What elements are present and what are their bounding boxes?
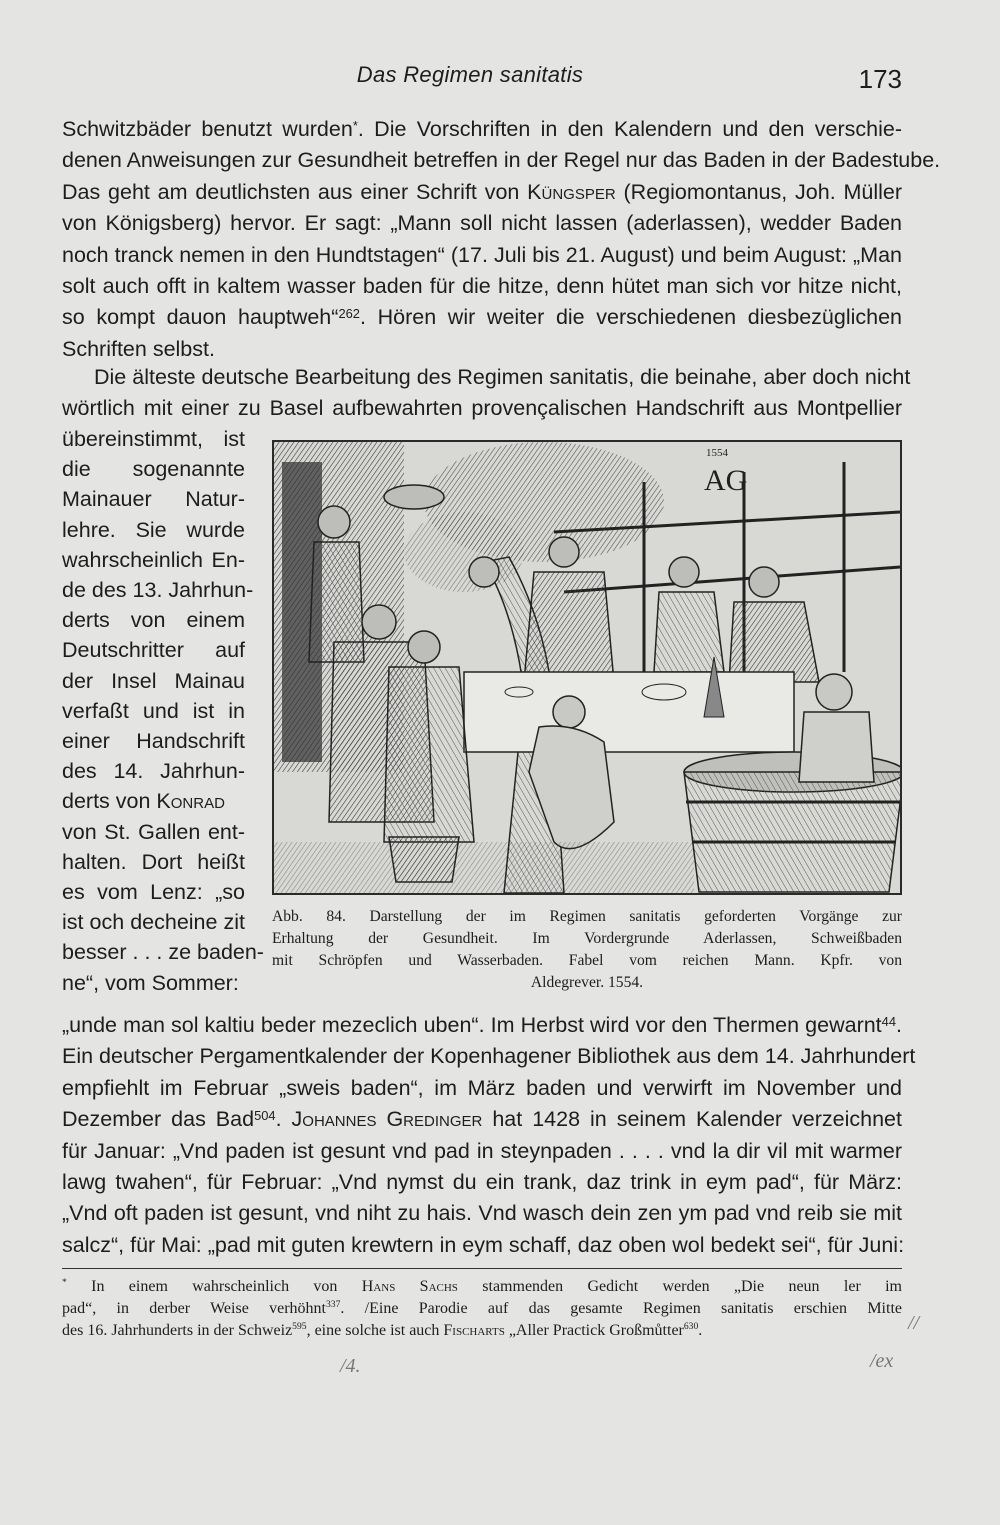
text-segment: . /Eine Parodie auf das gesamte Regimen sanitatis erschien Mitte	[340, 1300, 902, 1317]
text-line	[62, 1320, 902, 1342]
author-name: Fischarts	[443, 1322, 505, 1339]
footnote	[62, 1276, 902, 1342]
text-line	[62, 1198, 902, 1229]
text-line	[62, 635, 245, 665]
paragraph-2-narrow-column	[62, 424, 264, 998]
text-segment: übereinstimmt, ist	[62, 427, 245, 451]
text-line	[62, 393, 902, 424]
text-segment: (Regiomontanus, Joh. Müller	[615, 179, 903, 204]
handwritten-mark-2: /ex	[870, 1350, 894, 1372]
text-segment: von Königsberg) hervor. Er sagt: „Mann soll nicht lassen (aderlassen), wedder Baden	[62, 211, 902, 236]
text-segment: „unde man sol kaltiu beder mezeclich uben“. Im Herbst wird vor den Thermen gewarnt	[62, 1013, 882, 1037]
text-segment: es vom Lenz: „so	[62, 880, 245, 905]
text-segment: salcz“, für Mai: „pad mit guten krewtern in eym schaff, daz oben wol bedekt sei“, für Juni:	[62, 1232, 905, 1257]
text-segment: wahrscheinlich En-	[62, 547, 245, 572]
text-segment: Schwitzbäder benutzt wurden	[62, 117, 353, 141]
text-segment: In einem wahrscheinlich von	[66, 1278, 362, 1295]
engraving-figure	[272, 440, 902, 895]
figure-caption	[272, 906, 902, 994]
running-title: Das Regimen sanitatis	[356, 62, 584, 87]
text-segment: .	[275, 1107, 292, 1132]
text-line	[62, 786, 245, 816]
text-segment: für Januar: „Vnd paden ist gesunt vnd pad in steynpaden . . . . vnd la dir vil mit warmer	[62, 1138, 902, 1163]
text-segment: die sogenannte	[62, 457, 245, 482]
text-segment: Die älteste deutsche Bearbeitung des Regimen sanitatis, die beinahe, aber doch nicht	[94, 365, 911, 389]
author-name: Hans Sachs	[361, 1278, 458, 1295]
text-line	[62, 424, 245, 454]
reference-marker: 504	[254, 1108, 276, 1124]
text-line	[62, 605, 245, 635]
text-line	[62, 696, 245, 726]
handwritten-mark-3: //	[908, 1312, 920, 1334]
text-line	[62, 1010, 902, 1041]
reference-marker: 630	[683, 1321, 699, 1332]
text-segment: „Vnd oft paden ist gesunt, vnd niht zu hais. Vnd wasch dein zen ym pad vnd reib sie mit	[62, 1201, 902, 1226]
text-segment: Deutschritter auf	[62, 638, 245, 663]
text-segment: . Hören wir weiter die verschiedenen diesbezüglichen	[359, 305, 902, 330]
text-line	[62, 208, 902, 239]
text-segment: ne“, vom Sommer:	[62, 970, 239, 995]
text-segment: derts von	[62, 789, 157, 814]
text-line	[62, 114, 902, 145]
paragraph-2-intro	[62, 362, 911, 425]
text-line	[62, 1167, 902, 1198]
reference-marker: *	[62, 1277, 67, 1288]
text-segment: .	[896, 1013, 902, 1037]
reference-marker: 44	[881, 1014, 897, 1029]
text-line	[62, 454, 245, 484]
text-segment: lawg twahen“, für Februar: „Vnd nymst du ein trank, daz trink in eym pad“, für März:	[62, 1170, 902, 1195]
text-line	[62, 240, 902, 271]
text-line	[62, 726, 245, 756]
text-segment: Schriften selbst.	[62, 336, 215, 361]
reference-marker: *	[352, 118, 358, 133]
text-segment: , eine solche ist auch	[306, 1322, 444, 1339]
text-line	[62, 545, 245, 575]
text-segment: ist och decheine zit	[62, 910, 245, 935]
text-line	[62, 907, 245, 937]
text-segment: wörtlich mit einer zu Basel aufbewahrten provençalischen Handschrift aus Montpellier	[62, 396, 902, 421]
text-line	[62, 362, 911, 393]
text-segment: denen Anweisungen zur Gesundheit betreffen in der Regel nur das Baden in der Badestube.	[62, 148, 941, 173]
author-name: Küngsper	[527, 179, 616, 204]
text-line	[62, 1041, 916, 1072]
text-line	[62, 484, 245, 514]
text-segment: des 16. Jahrhunderts in der Schweiz	[62, 1322, 293, 1339]
text-segment: Mainauer Natur-	[62, 487, 245, 512]
text-segment: Ein deutscher Pergamentkalender der Kopenhagener Bibliothek aus dem 14. Jahrhundert	[62, 1044, 916, 1069]
text-segment: derts von einem	[62, 608, 245, 633]
text-line	[62, 1136, 902, 1167]
text-line	[62, 1276, 902, 1298]
text-segment: lehre. Sie wurde	[62, 517, 245, 542]
text-segment: verfaßt und ist in	[62, 698, 245, 723]
handwritten-mark-1: /4.	[340, 1355, 361, 1377]
engraver-monogram: AG	[704, 464, 748, 497]
text-segment: . Die Vorschriften in den Kalendern und den verschie-	[357, 117, 902, 141]
text-line	[62, 575, 254, 605]
text-segment: solt auch offt in kaltem wasser baden für die hitze, denn hütet man sich vor hitze nicht,	[62, 274, 902, 299]
paragraph-1	[62, 114, 941, 365]
text-line	[62, 1073, 902, 1104]
author-name: Konrad	[156, 789, 225, 814]
text-line	[62, 145, 941, 176]
text-segment: Dezember das Bad	[62, 1107, 255, 1132]
text-segment: besser . . . ze baden-	[62, 940, 264, 965]
text-line	[62, 817, 245, 847]
text-line	[62, 847, 245, 877]
paragraph-3	[62, 1010, 916, 1261]
text-line	[62, 1298, 902, 1320]
text-segment: des 14. Jahrhun-	[62, 759, 245, 784]
reference-marker: 262	[338, 306, 360, 322]
caption-line: mit Schröpfen und Wasserbaden. Fabel vom reichen Mann. Kpfr. von	[272, 952, 902, 969]
text-line	[62, 666, 245, 696]
text-line	[62, 271, 902, 302]
text-segment: Das geht am deutlichsten aus einer Schrift von	[62, 179, 528, 204]
page-number: 173	[858, 64, 902, 94]
text-line	[62, 937, 264, 967]
text-segment: halten. Dort heißt	[62, 849, 245, 874]
text-segment: empfiehlt im Februar „sweis baden“, im März baden und verwirft im November und	[62, 1075, 902, 1100]
text-line	[62, 1230, 905, 1261]
text-line	[62, 302, 902, 333]
text-segment: „Aller Practick Großmůtter	[504, 1322, 684, 1339]
text-line	[62, 1104, 902, 1135]
author-name: Johannes Gredinger	[291, 1107, 483, 1132]
text-line	[62, 334, 902, 365]
text-segment: einer Handschrift	[62, 729, 245, 754]
reference-marker: 595	[292, 1321, 307, 1332]
text-segment: noch tranck nemen in den Hundtstagen“ (17. Juli bis 21. August) und beim August: „Man	[62, 242, 902, 267]
caption-line: Abb. 84. Darstellung der im Regimen sanitatis geforderten Vorgänge zur	[272, 908, 902, 925]
caption-line: Aldegrever. 1554.	[530, 974, 644, 991]
engraving-illustration	[274, 442, 900, 893]
text-segment: von St. Gallen ent-	[62, 819, 245, 844]
text-segment: stammenden Gedicht werden „Die neun ler im	[457, 1278, 902, 1295]
text-line	[62, 177, 902, 208]
text-line	[62, 756, 245, 786]
engraving-date: 1554	[706, 447, 728, 459]
text-segment: pad“, in derber Weise verhöhnt	[62, 1300, 326, 1317]
reference-marker: 337	[325, 1299, 341, 1310]
text-segment: .	[698, 1322, 703, 1339]
text-line	[62, 877, 245, 907]
caption-line: Erhaltung der Gesundheit. Im Vordergrunde Aderlassen, Schweißbaden	[272, 930, 902, 947]
text-line	[62, 515, 245, 545]
text-segment: de des 13. Jahrhun-	[62, 578, 254, 603]
text-segment: der Insel Mainau	[62, 668, 245, 693]
footnote-rule	[62, 1268, 902, 1269]
text-segment: hat 1428 in seinem Kalender verzeichnet	[482, 1107, 902, 1132]
text-line	[62, 968, 245, 998]
text-segment: so kompt dauon hauptweh“	[62, 305, 339, 330]
